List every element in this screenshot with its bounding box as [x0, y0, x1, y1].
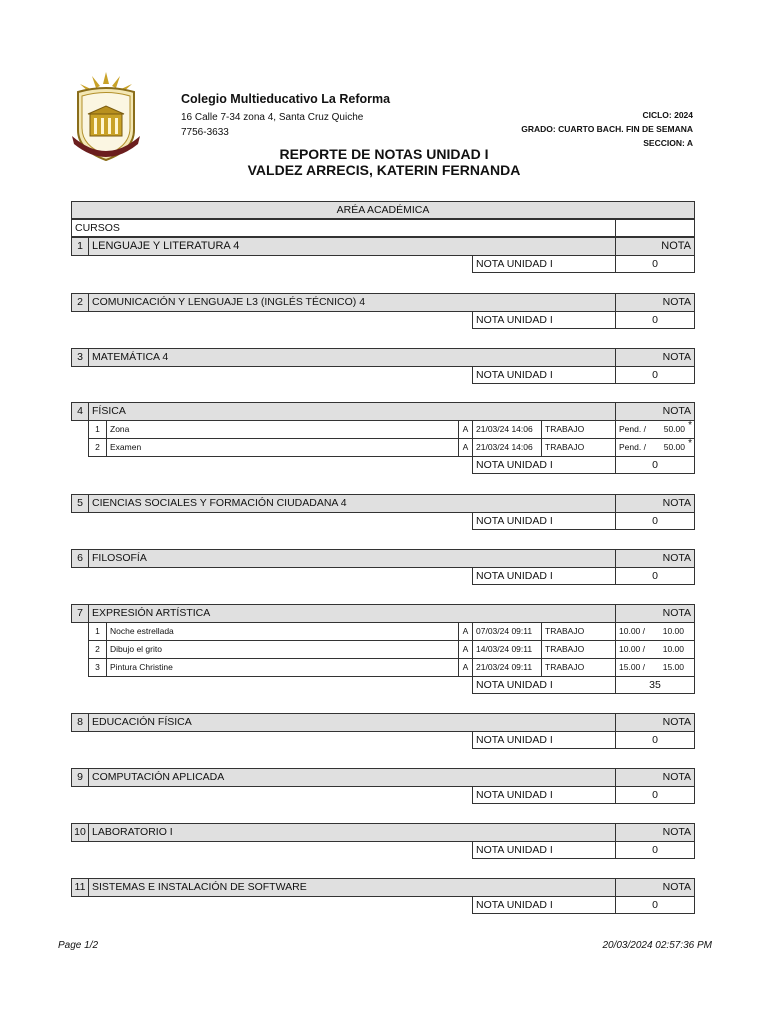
- activity-type: TRABAJO: [541, 622, 616, 641]
- activity-type: TRABAJO: [541, 438, 616, 457]
- activity-score-value: Pend. /: [619, 442, 646, 452]
- activity-type: TRABAJO: [541, 420, 616, 439]
- unit-value: 0: [615, 567, 695, 585]
- activity-flag: A: [458, 622, 473, 641]
- course-number: 1: [71, 237, 89, 256]
- activity-score: [615, 658, 695, 677]
- nota-header: NOTA: [615, 878, 695, 897]
- activity-number: 2: [88, 438, 107, 457]
- unit-label: NOTA UNIDAD I: [472, 841, 616, 859]
- course-number: 2: [71, 293, 89, 312]
- course-name: CIENCIAS SOCIALES Y FORMACIÓN CIUDADANA 4: [88, 494, 616, 513]
- activity-max-value: 10.00: [662, 626, 684, 636]
- course-number: 11: [71, 878, 89, 897]
- activity-score: [615, 622, 695, 641]
- course-number: 5: [71, 494, 89, 513]
- unit-label: NOTA UNIDAD I: [472, 311, 616, 329]
- activity-max-value: 50.00: [663, 424, 685, 434]
- nota-header: NOTA: [615, 604, 695, 623]
- area-header: ARÉA ACADÉMICA: [71, 201, 695, 219]
- student-name: VALDEZ ARRECIS, KATERIN FERNANDA: [247, 162, 521, 178]
- nota-header: NOTA: [615, 494, 695, 513]
- activity-flag: A: [458, 658, 473, 677]
- nota-header: NOTA: [615, 768, 695, 787]
- activity-score-value: 15.00 /: [619, 662, 645, 672]
- activity-score-value: Pend. /: [619, 424, 646, 434]
- grado-label: GRADO: CUARTO BACH. FIN DE SEMANA: [521, 124, 693, 134]
- unit-label: NOTA UNIDAD I: [472, 786, 616, 804]
- activity-max-value: 10.00: [662, 644, 684, 654]
- unit-label: NOTA UNIDAD I: [472, 676, 616, 694]
- course-number: 3: [71, 348, 89, 367]
- activity-score-value: 10.00 /: [619, 644, 645, 654]
- activity-flag: A: [458, 420, 473, 439]
- activity-date: 21/03/24 09:11: [472, 658, 542, 677]
- nota-header: NOTA: [615, 823, 695, 842]
- unit-value: 0: [615, 366, 695, 384]
- nota-header: NOTA: [615, 549, 695, 568]
- activity-name: Dibujo el grito: [106, 640, 459, 659]
- unit-value: 0: [615, 786, 695, 804]
- unit-value: 0: [615, 841, 695, 859]
- unit-label: NOTA UNIDAD I: [472, 567, 616, 585]
- unit-label: NOTA UNIDAD I: [472, 366, 616, 384]
- course-number: 10: [71, 823, 89, 842]
- nota-header: NOTA: [615, 402, 695, 421]
- course-name: MATEMÁTICA 4: [88, 348, 616, 367]
- page-number: Page 1/2: [58, 940, 99, 951]
- activity-name: Examen: [106, 438, 459, 457]
- activity-date: 21/03/24 14:06: [472, 420, 542, 439]
- report-title: REPORTE DE NOTAS UNIDAD I: [279, 146, 489, 162]
- course-name: LABORATORIO I: [88, 823, 616, 842]
- activity-date: 07/03/24 09:11: [472, 622, 542, 641]
- school-address: 16 Calle 7-34 zona 4, Santa Cruz Quiche: [181, 112, 364, 123]
- course-name: SISTEMAS E INSTALACIÓN DE SOFTWARE: [88, 878, 616, 897]
- print-datetime: 20/03/2024 02:57:36 PM: [602, 940, 712, 951]
- activity-type: TRABAJO: [541, 640, 616, 659]
- course-name: FILOSOFÍA: [88, 549, 616, 568]
- unit-value: 35: [615, 676, 695, 694]
- activity-date: 21/03/24 14:06: [472, 438, 542, 457]
- course-name: LENGUAJE Y LITERATURA 4: [88, 237, 616, 256]
- school-phone: 7756-3633: [181, 127, 229, 138]
- unit-label: NOTA UNIDAD I: [472, 255, 616, 273]
- ciclo-label: CICLO: 2024: [642, 110, 693, 120]
- unit-label: NOTA UNIDAD I: [472, 456, 616, 474]
- nota-header: NOTA: [615, 293, 695, 312]
- activity-max-value: 50.00: [663, 442, 685, 452]
- unit-value: 0: [615, 456, 695, 474]
- unit-value: 0: [615, 896, 695, 914]
- activity-number: 2: [88, 640, 107, 659]
- nota-header: NOTA: [615, 348, 695, 367]
- activity-score-value: 10.00 /: [619, 626, 645, 636]
- course-number: 4: [71, 402, 89, 421]
- activity-number: 1: [88, 622, 107, 641]
- activity-score: [615, 438, 695, 457]
- activity-score: [615, 640, 695, 659]
- unit-value: 0: [615, 731, 695, 749]
- activity-name: Noche estrellada: [106, 622, 459, 641]
- nota-header: NOTA: [615, 713, 695, 732]
- course-number: 6: [71, 549, 89, 568]
- course-number: 8: [71, 713, 89, 732]
- pending-mark: *: [688, 438, 692, 449]
- unit-value: 0: [615, 311, 695, 329]
- unit-label: NOTA UNIDAD I: [472, 512, 616, 530]
- activity-date: 14/03/24 09:11: [472, 640, 542, 659]
- unit-value: 0: [615, 512, 695, 530]
- course-name: COMPUTACIÓN APLICADA: [88, 768, 616, 787]
- cursos-header-blank: [615, 219, 695, 237]
- pending-mark: *: [688, 420, 692, 431]
- course-number: 7: [71, 604, 89, 623]
- course-name: COMUNICACIÓN Y LENGUAJE L3 (INGLÉS TÉCNICO) 4: [88, 293, 616, 312]
- course-number: 9: [71, 768, 89, 787]
- school-name: Colegio Multieducativo La Reforma: [181, 92, 391, 106]
- activity-score: [615, 420, 695, 439]
- cursos-header: CURSOS: [71, 219, 616, 237]
- nota-header: NOTA: [615, 237, 695, 256]
- activity-number: 3: [88, 658, 107, 677]
- course-name: FÍSICA: [88, 402, 616, 421]
- activity-flag: A: [458, 438, 473, 457]
- activity-name: Zona: [106, 420, 459, 439]
- activity-type: TRABAJO: [541, 658, 616, 677]
- unit-label: NOTA UNIDAD I: [472, 731, 616, 749]
- unit-value: 0: [615, 255, 695, 273]
- course-name: EXPRESIÓN ARTÍSTICA: [88, 604, 616, 623]
- activity-name: Pintura Christine: [106, 658, 459, 677]
- activity-flag: A: [458, 640, 473, 659]
- course-name: EDUCACIÓN FÍSICA: [88, 713, 616, 732]
- activity-max-value: 15.00: [662, 662, 684, 672]
- seccion-label: SECCION: A: [643, 138, 693, 148]
- unit-label: NOTA UNIDAD I: [472, 896, 616, 914]
- activity-number: 1: [88, 420, 107, 439]
